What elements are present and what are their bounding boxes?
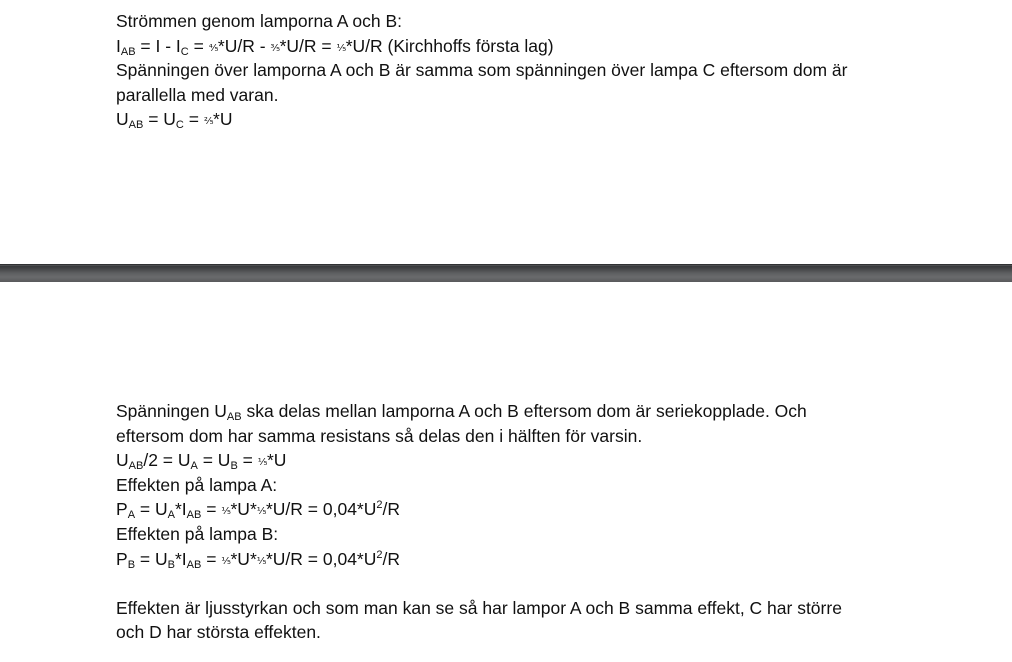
text-run: /R — [382, 499, 400, 520]
fraction: ⅕ — [256, 506, 266, 518]
text-run: = — [188, 35, 209, 56]
text-run: = — [183, 109, 204, 130]
text-run: parallella med varan. — [116, 84, 279, 105]
text-run: *U/R = 0,04*U — [265, 499, 377, 520]
text-run: Spänningen U — [116, 401, 227, 421]
text-run: = — [201, 548, 222, 569]
text-line-m9 — [116, 596, 906, 621]
text-run: *U* — [230, 548, 257, 569]
text-run: *U — [213, 109, 233, 130]
text-run: Effekten på lampa B: — [116, 523, 279, 544]
subscript: AB — [128, 460, 144, 473]
fraction: ⅘ — [208, 42, 218, 54]
text-run: eftersom dom har samma resistans så delas den i hälften för varsin. — [116, 425, 643, 446]
text-line-l3 — [116, 58, 906, 83]
fraction: ⅕ — [221, 506, 231, 518]
text-run: = I - I — [135, 35, 181, 56]
text-run: = U — [135, 548, 168, 569]
subscript: B — [127, 558, 136, 571]
subscript: AB — [226, 411, 242, 423]
divider-highlight — [0, 265, 1012, 266]
text-run: *U/R = 0,04*U — [265, 548, 377, 569]
text-run: Effekten är ljusstyrkan och som man kan se så har lampor A och B samma effekt, C har större — [116, 597, 842, 618]
text-run: Strömmen genom lamporna A och B: — [116, 11, 402, 31]
text-run: = — [237, 450, 258, 471]
text-run: Effekten på lampa A: — [116, 474, 278, 495]
subscript: A — [190, 460, 198, 473]
text-line-m5 — [116, 497, 906, 522]
subscript: C — [180, 45, 189, 58]
text-run: = U — [135, 499, 168, 520]
text-run: *U/R (Kirchhoffs första lag) — [345, 35, 554, 56]
text-run: P — [116, 548, 128, 569]
page-break-divider — [0, 264, 1012, 282]
subscript: AB — [120, 45, 136, 58]
text-line-l5 — [116, 107, 906, 132]
subscript: AB — [186, 558, 202, 571]
subscript: C — [175, 119, 184, 132]
text-run: *U/R - — [217, 35, 271, 56]
text-run: *U* — [230, 499, 257, 520]
text-line-m1 — [116, 399, 906, 424]
text-run: /R — [382, 548, 400, 569]
fraction: ⅕ — [336, 42, 346, 54]
subscript: A — [127, 509, 136, 522]
text-run: *I — [174, 548, 187, 569]
subscript: B — [230, 460, 238, 473]
subscript: AB — [128, 119, 144, 132]
text-run: P — [116, 499, 128, 520]
text-run: och D har största effekten. — [116, 622, 321, 643]
subscript: B — [167, 558, 175, 571]
text-line-m3 — [116, 448, 906, 473]
fraction: ⅕ — [257, 457, 267, 469]
text-run: *U — [266, 450, 287, 471]
superscript: 2 — [376, 499, 383, 512]
text-run: /2 = U — [143, 450, 191, 471]
page-top-text — [116, 9, 906, 132]
text-line-m4 — [116, 473, 906, 498]
text-run: I — [116, 35, 121, 56]
document-page-bottom — [0, 282, 1012, 662]
blank-line — [116, 571, 906, 596]
text-run: ska delas mellan lamporna A och B eftersom dom är seriekopplade. Och — [241, 401, 807, 421]
text-line-l2 — [116, 34, 906, 59]
text-line-m7 — [116, 547, 906, 572]
subscript: AB — [186, 509, 202, 522]
text-line-l4 — [116, 83, 906, 108]
text-line-m2 — [116, 424, 906, 449]
text-line-l1 — [116, 9, 906, 34]
superscript: 2 — [376, 548, 383, 561]
text-run: Spänningen över lamporna A och B är samma som spänningen över lampa C eftersom dom är — [116, 60, 848, 81]
document-page-top — [0, 0, 1012, 264]
text-run: *U/R = — [279, 35, 337, 56]
subscript: A — [167, 509, 175, 522]
text-run: = U — [197, 450, 231, 471]
fraction: ⅖ — [203, 116, 214, 128]
text-line-m10 — [116, 620, 906, 645]
text-run: *I — [174, 499, 187, 520]
text-run: = — [201, 499, 222, 520]
text-run: U — [116, 450, 129, 471]
fraction: ⅗ — [270, 42, 280, 54]
text-run: = U — [143, 109, 176, 130]
fraction: ⅕ — [221, 555, 231, 567]
fraction: ⅕ — [256, 555, 266, 567]
page-bottom-text — [116, 399, 906, 645]
text-run: U — [116, 109, 129, 130]
text-line-m6 — [116, 522, 906, 547]
